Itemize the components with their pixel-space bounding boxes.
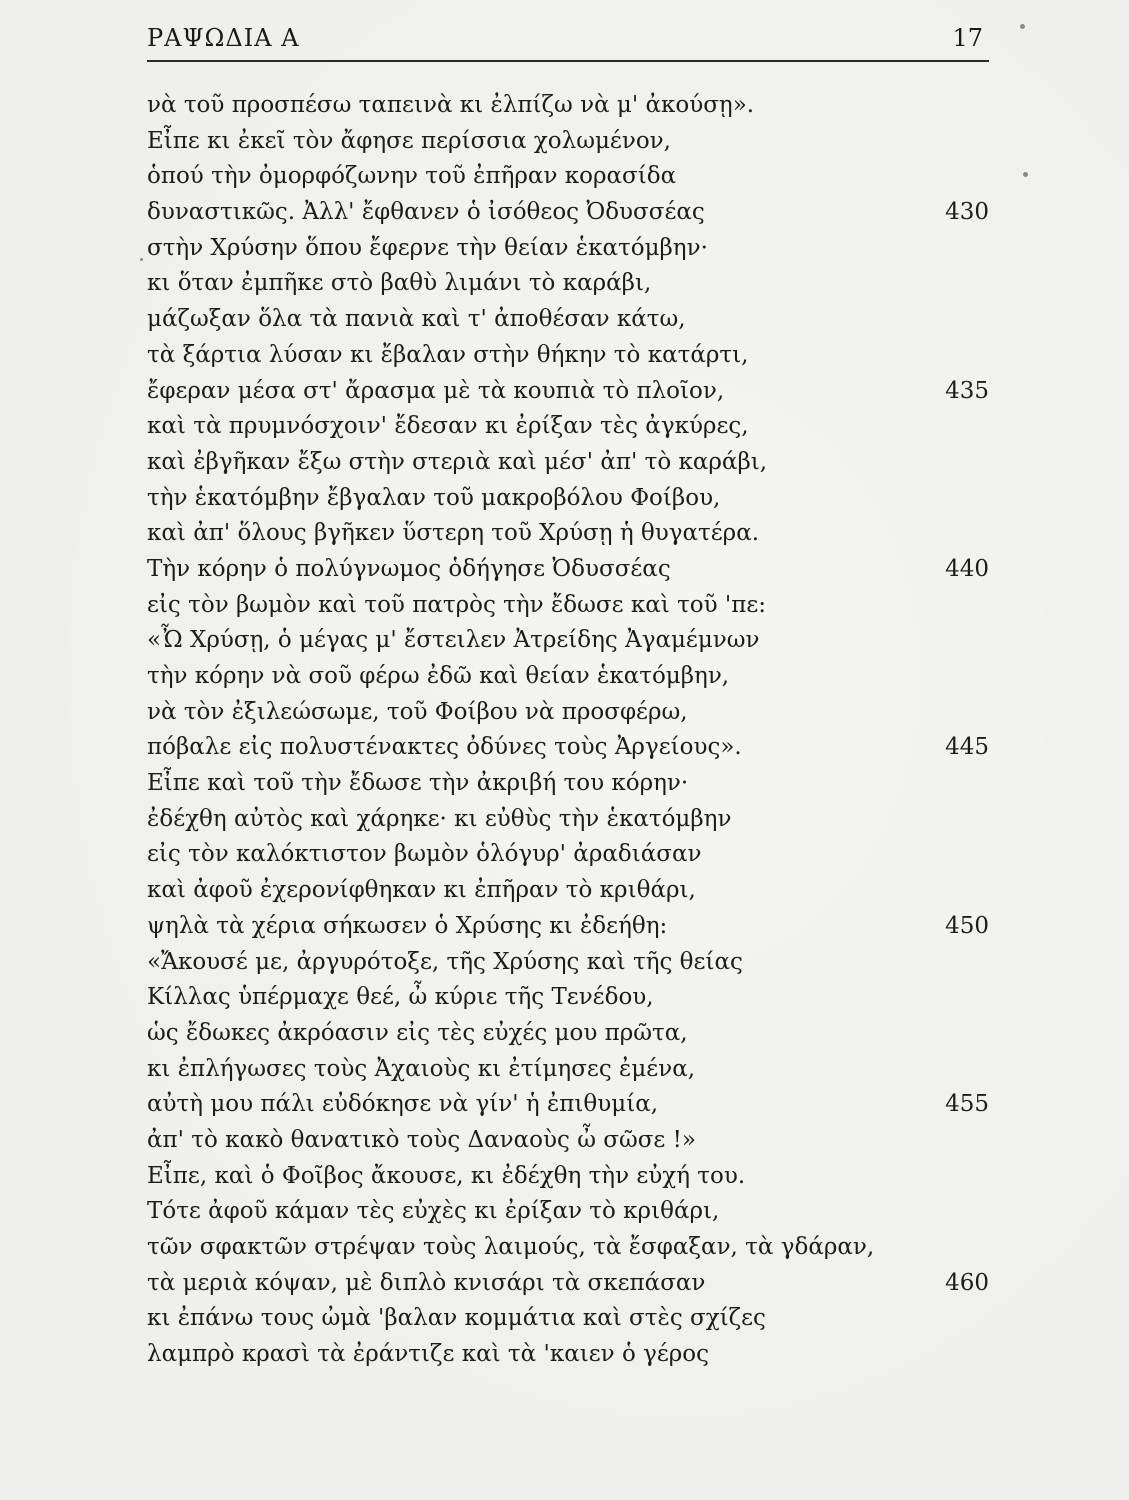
verse-text: κι ἐπάνω τους ὠμὰ 'βαλαν κομμάτια καὶ στὲς σχίζες [147, 1305, 766, 1332]
verse-line [147, 730, 997, 766]
verse-text: τὰ μεριὰ κόψαν, μὲ διπλὸ κνισάρι τὰ σκεπάσαν [147, 1269, 706, 1296]
verse-text: ἐδέχθη αὐτὸς καὶ χάρηκε· κι εὐθὺς τὴν ἑκατόμβην [147, 805, 732, 832]
verse-text: ἔφεραν μέσα στ' ἄρασμα μὲ τὰ κουπιὰ τὸ πλοῖον, [147, 377, 725, 404]
line-number: 430 [945, 199, 989, 226]
verse-line [147, 945, 997, 981]
verse-text: τὰ ξάρτια λύσαν κι ἔβαλαν στὴν θήκην τὸ κατάρτι, [147, 341, 749, 368]
verse-text: ὡς ἔδωκες ἀκρόασιν εἰς τὲς εὐχές μου πρῶτα, [147, 1019, 688, 1046]
verse-line [147, 1159, 997, 1195]
page-number: 17 [952, 24, 983, 52]
verse-line [147, 1337, 997, 1373]
verse-text: στὴν Χρύσην ὅπου ἔφερνε τὴν θείαν ἑκατόμβην· [147, 234, 708, 261]
verse-text: κι ὅταν ἐμπῆκε στὸ βαθὺ λιμάνι τὸ καράβι, [147, 270, 652, 297]
line-number: 445 [945, 734, 989, 761]
verse-line [147, 195, 997, 231]
verse-text: νὰ τοῦ προσπέσω ταπεινὰ κι ἐλπίζω νὰ μ' ἀκούσῃ». [147, 92, 755, 118]
verse-line [147, 873, 997, 909]
line-number: 455 [945, 1091, 989, 1118]
header-rule [147, 60, 989, 62]
verse-line [147, 1194, 997, 1230]
line-number: 450 [945, 912, 989, 939]
verse-text: καὶ ἀφοῦ ἐχερονίφθηκαν κι ἐπῆραν τὸ κριθάρι, [147, 877, 696, 904]
verse-text: Κίλλας ὑπέρμαχε θεέ, ὦ κύριε τῆς Τενέδου, [147, 984, 654, 1011]
verse-text: Εἶπε κι ἐκεῖ τὸν ἄφησε περίσσια χολωμένον, [147, 127, 671, 154]
verse-text: τὴν κόρην νὰ σοῦ φέρω ἐδῶ καὶ θείαν ἑκατόμβην, [147, 663, 730, 689]
line-number: 435 [945, 377, 989, 404]
verse-text: «Ἄκουσέ με, ἀργυρότοξε, τῆς Χρύσης καὶ τῆς θείας [147, 948, 743, 975]
verse-text: τῶν σφακτῶν στρέψαν τοὺς λαιμούς, τὰ ἔσφαξαν, τὰ γδάραν, [147, 1234, 875, 1260]
verse-line [147, 302, 997, 338]
line-number: 440 [945, 555, 989, 582]
verse-line [147, 231, 997, 267]
verse-text: καὶ τὰ πρυμνόσχοιν' ἔδεσαν κι ἐρίξαν τὲς ἀγκύρες, [147, 413, 749, 440]
verse-line [147, 1016, 997, 1052]
verse-line [147, 588, 997, 624]
verse-line [147, 88, 997, 124]
verse-text: αὐτὴ μου πάλι εὐδόκησε νὰ γίν' ἡ ἐπιθυμία, [147, 1091, 659, 1118]
verse-line [147, 909, 997, 945]
verse-text: πόβαλε εἰς πολυστένακτες ὀδύνες τοὺς Ἀργείους». [147, 734, 742, 761]
verse-text: τὴν ἑκατόμβην ἔβγαλαν τοῦ μακροβόλου Φοίβου, [147, 484, 721, 511]
verse-text: ὁπού τὴν ὀμορφόζωνην τοῦ ἐπῆραν κορασίδα [147, 163, 677, 190]
verse-text: Τότε ἀφοῦ κάμαν τὲς εὐχὲς κι ἐρίξαν τὸ κριθάρι, [147, 1198, 720, 1225]
verse-line [147, 623, 997, 659]
verse-text: Τὴν κόρην ὁ πολύγνωμος ὁδήγησε Ὀδυσσέας [147, 555, 671, 582]
verse-text: λαμπρὸ κρασὶ τὰ ἐράντιζε καὶ τὰ 'καιεν ὁ γέρος [147, 1341, 710, 1368]
verse-line [147, 980, 997, 1016]
verse-line [147, 1266, 997, 1302]
verse-line [147, 1052, 997, 1088]
verse-text: νὰ τὸν ἐξιλεώσωμε, τοῦ Φοίβου νὰ προσφέρω, [147, 698, 688, 725]
verse-line [147, 374, 997, 410]
verse-text: καὶ ἐβγῆκαν ἔξω στὴν στεριὰ καὶ μέσ' ἀπ' τὸ καράβι, [147, 448, 768, 475]
verse-line [147, 1230, 997, 1266]
verse-line [147, 552, 997, 588]
verse-text: ψηλὰ τὰ χέρια σήκωσεν ὁ Χρύσης κι ἐδεήθη: [147, 912, 668, 939]
verse-line [147, 159, 997, 195]
running-title: ΡΑΨΩΔΙΑ Α [147, 24, 300, 52]
verse-line [147, 766, 997, 802]
verse-line [147, 266, 997, 302]
verse-text: Εἶπε καὶ τοῦ τὴν ἔδωσε τὴν ἀκριβή του κόρην· [147, 770, 689, 797]
verse-text: μάζωξαν ὅλα τὰ πανιὰ καὶ τ' ἀποθέσαν κάτω, [147, 306, 686, 333]
verse-line [147, 1301, 997, 1337]
verse-text: εἰς τὸν βωμὸν καὶ τοῦ πατρὸς τὴν ἔδωσε καὶ τοῦ 'πε: [147, 591, 767, 618]
poem-text [147, 88, 997, 1373]
verse-line [147, 124, 997, 160]
verse-text: «Ὦ Χρύσῃ, ὁ μέγας μ' ἔστειλεν Ἀτρείδης Ἀγαμέμνων [147, 627, 760, 654]
verse-line [147, 516, 997, 552]
verse-text: καὶ ἀπ' ὅλους βγῆκεν ὕστερη τοῦ Χρύσῃ ἡ θυγατέρα. [147, 520, 760, 547]
verse-line [147, 1087, 997, 1123]
verse-line [147, 659, 997, 695]
verse-text: Εἶπε, καὶ ὁ Φοῖβος ἄκουσε, κι ἐδέχθη τὴν εὐχή του. [147, 1162, 746, 1189]
verse-line [147, 338, 997, 374]
verse-line [147, 1123, 997, 1159]
verse-line [147, 837, 997, 873]
verse-text: εἰς τὸν καλόκτιστον βωμὸν ὁλόγυρ' ἀραδιάσαν [147, 841, 702, 868]
verse-text: κι ἐπλήγωσες τοὺς Ἀχαιοὺς κι ἐτίμησες ἐμένα, [147, 1055, 696, 1082]
verse-text: ἀπ' τὸ κακὸ θανατικὸ τοὺς Δαναοὺς ὦ σῶσε !» [147, 1126, 696, 1153]
line-number: 460 [945, 1269, 989, 1296]
paper-speck [1023, 172, 1028, 177]
verse-line [147, 695, 997, 731]
paper-speck [140, 258, 143, 261]
verse-line [147, 445, 997, 481]
page-header [147, 20, 989, 64]
verse-text: δυναστικῶς. Ἀλλ' ἔφθανεν ὁ ἰσόθεος Ὀδυσσέας [147, 199, 705, 226]
paper-speck [1020, 24, 1025, 29]
verse-line [147, 802, 997, 838]
verse-line [147, 409, 997, 445]
verse-line [147, 481, 997, 517]
